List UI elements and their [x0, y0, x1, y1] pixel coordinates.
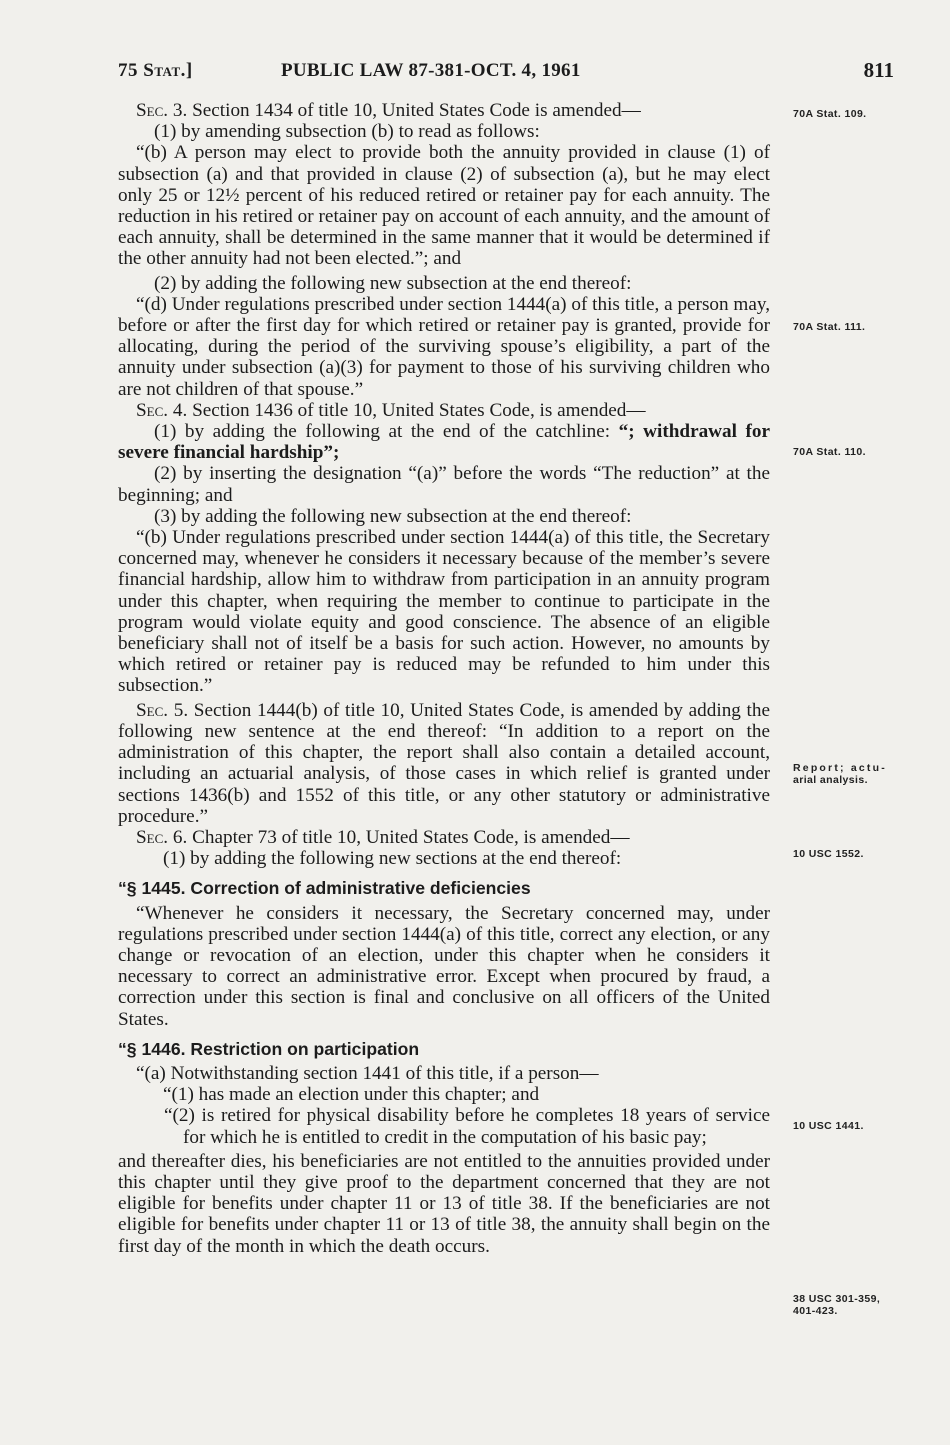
margin-note: 70A Stat. 109.: [793, 108, 867, 120]
section-label: Sec. 5.: [136, 699, 189, 721]
page-number: 811: [863, 58, 894, 82]
paragraph: “(1) has made an election under this chapter; and: [163, 1084, 540, 1106]
section-3-intro: Sec. 3. Section 1434 of title 10, United States Code is amended—: [136, 100, 641, 121]
margin-note: 70A Stat. 111.: [793, 321, 866, 333]
margin-note: Report; actu- arial analysis.: [793, 762, 887, 786]
paragraph: “(2) is retired for physical disability before he completes 18 years of service for which he is entitled to credit in the computation of his basic pay;: [164, 1105, 770, 1148]
paragraph: (2) by adding the following new subsection at the end thereof:: [154, 272, 632, 294]
section-6-intro: Sec. 6. Chapter 73 of title 10, United States Code, is amended—: [136, 826, 630, 848]
margin-note: 70A Stat. 110.: [793, 446, 866, 458]
paragraph: (1) by adding the following at the end of the catchline: “; withdrawal for severe financial hardship”;: [118, 421, 770, 464]
catchline-text: “; withdrawal for severe financial hardship”;: [118, 421, 770, 464]
section-heading-1446: “§ 1446. Restriction on participation: [118, 1038, 420, 1059]
section-label: Sec. 6.: [136, 826, 188, 848]
section-5: Sec. 5. Section 1444(b) of title 10, United States Code, is amended by adding the following new sentence at the end thereof: “In addition to a report on the administration of this chapter, the report shall also contain a detailed account, including an actuarial analysis, of those cases in which relief is granted under sections 1436(b) and 1552 of this title, or any other statutory or administrative procedure.”: [118, 699, 770, 827]
section-4-intro: Sec. 4. Section 1436 of title 10, United States Code, is amended—: [136, 399, 646, 421]
statute-body: [118, 100, 770, 1257]
stat-volume: 75 Stat.]: [118, 60, 193, 81]
section-label: Sec. 3.: [136, 100, 188, 121]
running-header: [118, 58, 910, 88]
section-label: Sec. 4.: [136, 399, 188, 421]
paragraph: and thereafter dies, his beneficiaries are not entitled to the annuities provided under this chapter until they give proof to the department concerned that they are not eligible for benefits under chapter 11 or 13 of title 38. If the beneficiaries are not eligible for benefits under chapter 11 or 13 of title 38, the annuity shall begin on the first day of the month in which the death occurs.: [118, 1150, 770, 1257]
margin-note: 38 USC 301-359, 401-423.: [793, 1293, 881, 1317]
paragraph: “(b) A person may elect to provide both the annuity provided in clause (1) of subsection (a) and that provided in clause (2) of subsection (a), but he may elect only 25 or 12½ percent of his reduced retired or retainer pay for each annuity. The reduction in his retired or retainer pay on account of each annuity, and the amount of each annuity, shall be determined in the same manner that it would be determined if the other annuity had not been elected.”; and: [118, 142, 770, 270]
paragraph: (2) by inserting the designation “(a)” before the words “The reduction” at the beginning; and: [118, 463, 770, 506]
margin-note: 10 USC 1441.: [793, 1120, 864, 1132]
paragraph: (1) by amending subsection (b) to read as follows:: [154, 121, 540, 143]
paragraph: (1) by adding the following new sections at the end thereof:: [163, 848, 622, 870]
header-title: PUBLIC LAW 87-381-OCT. 4, 1961: [281, 60, 581, 81]
paragraph: “Whenever he considers it necessary, the Secretary concerned may, under regulations prescribed under section 1444(a) of this title, correct any election, or any change or revocation of an election, under this chapter when he considers it necessary to correct an administrative error. Except when procured by fraud, a correction under this section is final and conclusive on all officers of the United States.: [118, 902, 770, 1030]
paragraph: “(b) Under regulations prescribed under section 1444(a) of this title, the Secretary concerned may, whenever he considers it necessary because of the member’s severe financial hardship, allow him to withdraw from participation in an annuity program under this chapter, when requiring the member to continue to participate in the program would violate equity and good conscience. The absence of an eligible beneficiary shall not of itself be a basis for such action. However, no amounts by which retired or retainer pay is reduced may be refunded to him under this subsection.”: [118, 527, 770, 697]
paragraph: “(d) Under regulations prescribed under section 1444(a) of this title, a person may, before or after the first day for which retired or retainer pay is granted, provide for allocating, during the period of the surviving spouse’s eligibility, a part of the annuity under subsection (a)(3) for payment to those of his surviving children who are not children of that spouse.”: [118, 293, 770, 400]
paragraph: (3) by adding the following new subsection at the end thereof:: [154, 505, 632, 527]
section-heading-1445: “§ 1445. Correction of administrative deficiencies: [118, 878, 531, 899]
paragraph: “(a) Notwithstanding section 1441 of this title, if a person—: [136, 1062, 599, 1084]
margin-note: 10 USC 1552.: [793, 848, 864, 860]
